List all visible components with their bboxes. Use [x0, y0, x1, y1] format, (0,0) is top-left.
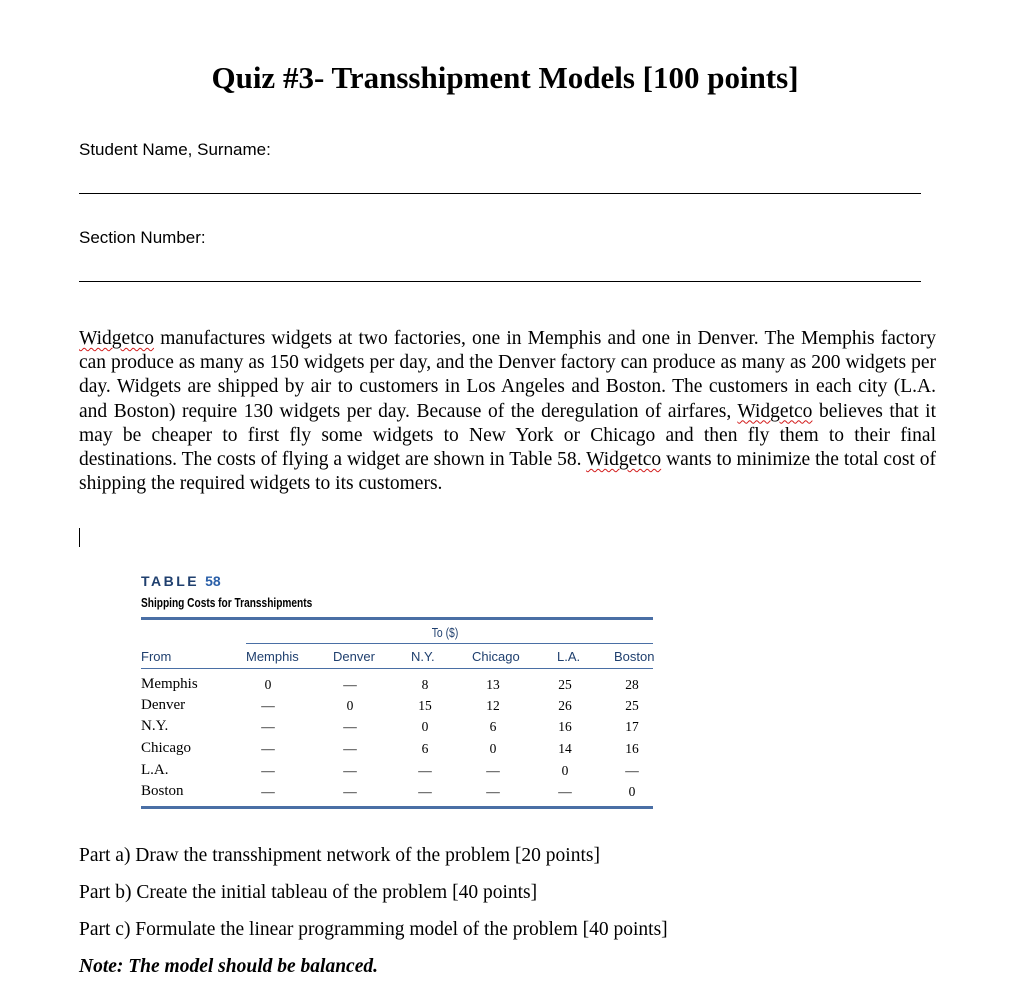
text-cursor — [79, 528, 80, 547]
table-cell: 12 — [486, 698, 500, 713]
table-cell: 16 — [625, 741, 639, 756]
table-cell: — — [486, 763, 500, 778]
table-cell: 17 — [625, 719, 639, 734]
table-cell: 0 — [561, 763, 569, 778]
table-cell: — — [343, 677, 357, 692]
table-cell: 13 — [486, 677, 500, 692]
table-cell: — — [343, 784, 357, 799]
table-header-rule — [141, 668, 653, 669]
table-row-label: N.Y. — [141, 718, 169, 734]
table-col-header: Boston — [614, 649, 655, 664]
spellcheck-word: Widgetco — [79, 328, 155, 349]
table-cell: 0 — [489, 741, 497, 756]
problem-text: manufactures widgets at two factories, one in Memphis and one in Denver. The Memphis factory can produce as many as 150 widgets per day, and the Denver factory can produce as many as 200 widgets per day. Widgets are shipped by air to customers in Los Angeles and Boston. The customers in each city (L.A. and Boston) require 130 widgets per day. Because of the deregulation of airfares, — [79, 328, 936, 422]
part-c: Part c) Formulate the linear programming model of the problem [40 points] — [79, 919, 668, 940]
problem-statement — [79, 327, 936, 496]
part-a: Part a) Draw the transshipment network of the problem [20 points] — [79, 845, 600, 866]
table-cell: — — [625, 763, 639, 778]
table-bottom-rule — [141, 806, 653, 809]
table-label-text: TABLE — [141, 573, 200, 589]
table-cell: 14 — [558, 741, 572, 756]
table-cell: — — [343, 741, 357, 756]
table-cell: 0 — [421, 719, 429, 734]
table-from-header: From — [141, 649, 172, 664]
table-cell: 15 — [418, 698, 432, 713]
table-row-label: Boston — [141, 783, 184, 799]
table-col-header: N.Y. — [411, 649, 435, 664]
table-col-header: Memphis — [246, 649, 299, 664]
spellcheck-word: Widgetco — [586, 449, 662, 471]
table-to-header: To ($) — [431, 625, 459, 640]
table-number: 58 — [205, 573, 221, 589]
note: Note: The model should be balanced. — [79, 956, 378, 977]
table-row-label: Denver — [141, 697, 186, 713]
table-cell: — — [486, 784, 500, 799]
table-col-header: Denver — [333, 649, 375, 664]
table-top-rule — [141, 617, 653, 620]
table-col-header: L.A. — [557, 649, 581, 664]
table-cell: 16 — [558, 719, 572, 734]
table-cell: — — [261, 698, 275, 713]
table-cell: 25 — [625, 698, 639, 713]
table-to-rule — [246, 643, 653, 644]
table-cell: — — [261, 719, 275, 734]
problem-text: wants to minimize the total cost of shipping the required widgets to its customers. — [79, 449, 937, 495]
student-name-label: Student Name, Surname: — [79, 140, 271, 159]
table-cell: — — [343, 719, 357, 734]
table-cell: 28 — [625, 677, 639, 692]
table-cell: — — [343, 763, 357, 778]
section-number-line[interactable] — [79, 281, 921, 282]
table-cell: 25 — [558, 677, 572, 692]
table-cell: 0 — [264, 677, 272, 692]
table-cell: — — [558, 784, 572, 799]
table-cell: — — [261, 763, 275, 778]
table-col-header: Chicago — [472, 649, 520, 664]
spellcheck-word: Widgetco — [737, 400, 813, 422]
table-row-label: Chicago — [141, 740, 191, 756]
table-cell: — — [418, 784, 432, 799]
table-cell: 8 — [421, 677, 429, 692]
table-cell: — — [261, 741, 275, 756]
part-b: Part b) Create the initial tableau of the problem [40 points] — [79, 882, 538, 903]
table-cell: 26 — [558, 698, 572, 713]
student-name-line[interactable] — [79, 193, 921, 194]
table-label — [141, 573, 221, 589]
table-cell: 0 — [346, 698, 354, 713]
table-row-label: L.A. — [141, 762, 169, 778]
problem-text: believes that it may be cheaper to first fly some widgets to New York or Chicago and then fly them to their final destinations. The costs of flying a widget are shown in Table 58. — [79, 400, 936, 471]
table-row-label: Memphis — [141, 676, 198, 692]
section-number-label: Section Number: — [79, 228, 206, 247]
table-cell: — — [261, 784, 275, 799]
table-subtitle: Shipping Costs for Transshipments — [141, 595, 313, 610]
page-title: Quiz #3- Transshipment Models [100 points] — [211, 60, 799, 95]
table-cell: 0 — [628, 784, 636, 799]
table-cell: 6 — [489, 719, 497, 734]
table-cell: — — [418, 763, 432, 778]
table-cell: 6 — [421, 741, 429, 756]
